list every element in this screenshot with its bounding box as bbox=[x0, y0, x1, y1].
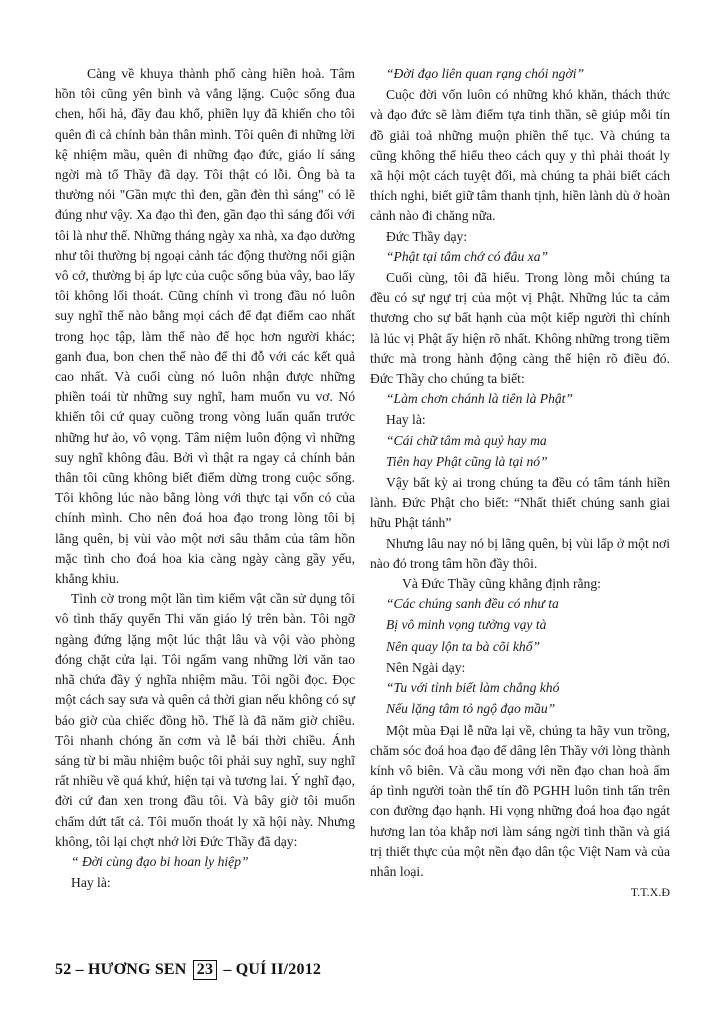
verse-line: Nên quay lộn ta bà cõi khổ” bbox=[386, 638, 541, 654]
left-text-column bbox=[55, 64, 355, 893]
paragraph: Hay là: bbox=[71, 875, 111, 891]
verse-line: Nếu lặng tâm tỏ ngộ đạo mầu” bbox=[386, 701, 556, 717]
right-text-column bbox=[370, 64, 670, 902]
footer-page-and-title: 52 – HƯƠNG SEN bbox=[55, 961, 187, 978]
verse-line: “Cái chữ tâm mà quỷ hay ma bbox=[386, 432, 547, 448]
paragraph: Vậy bất kỳ ai trong chúng ta đều có tâm tánh hiền lành. Đức Phật cho biết: “Nhất thiết chúng sanh giai hữu Phật tánh” bbox=[370, 475, 670, 531]
paragraph: Tình cờ trong một lần tìm kiếm vật cần sử dụng tôi vô tình thấy quyển Thi văn giáo lý trên bàn. Tôi ngỡ ngàng đứng lặng một lúc thật lâu và vội vào phòng đóng chặt cửa lại. Tôi ngẩm vang những lời văn tao nhã chứa đầy ý nghĩa nhiệm mầu. Tôi ngồi đọc. Đọc một cách say sưa và quên cả thời gian nếu không có sự báo giờ của chiếc đồng hồ. Thế là đã năm giờ chiều. Tôi nhanh chóng ăn cơm và lễ bái thời chiều. Ánh sáng từ bi mầu nhiệm buộc tôi phải suy nghĩ, suy nghĩ rất nhiều về quá khứ, hiện tại và tương lai. Ý nghĩ đạo, đời cứ đan xen trong đầu tôi. Và bây giờ tôi muốn chấm dứt tất cả. Tôi muốn thoát ly xã hội này. Nhưng không, tôi lại chợt nhớ lời Đức Thầy đã dạy: bbox=[55, 591, 355, 849]
verse-line: Bị vô minh vọng tưởng vạy tà bbox=[386, 617, 547, 633]
author-signature: T.T.X.Đ bbox=[630, 885, 670, 900]
paragraph: Cuộc đời vốn luôn có những khó khăn, thách thức và đạo đức sẽ làm điểm tựa tinh thần, sẽ giúp mỗi tín đồ giải toả những muộn phiền thế tục. Và chúng ta cũng không thể hiểu theo cách quy y thì phải thoát ly xã hội một cách tuyệt đối, mà chúng ta phải biết cách thích nghi, biết giữ tâm thanh tịnh, hiền lành dù ở hoàn cảnh nào đi chăng nữa. bbox=[370, 87, 670, 224]
paragraph: Một mùa Đại lễ nữa lại về, chúng ta hãy vun trồng, chăm sóc đoá hoa đạo để dâng lên Thầy với lòng thành kính vô biên. Và cầu mong với nền đạo chan hoà ấm áp tình người toàn thể tín đồ PGHH luôn tinh tấn trên con đường đạo hạnh. Hi vọng những đoá hoa đạo ngát hương lan tỏa khắp nơi làm sáng ngời tinh thần và giá trị thiết thực của một nền đạo dân tộc Việt Nam và của nhân loại. bbox=[370, 722, 670, 879]
paragraph: Càng về khuya thành phố càng hiền hoà. Tâm hồn tôi cũng yên bình và vắng lặng. Cuộc sống đua chen, hối hả, đầy đau khổ, phiền lụy đã khiến cho tôi quên đi cả chính bản thân mình. Tôi quên đi những lời kệ nhiệm mầu, quên đi những đạo đức, giáo lí sáng ngời mà tổ Thầy đã dạy. Tôi thật có lỗi. Ông bà ta thường nói "Gần mực thì đen, gần đèn thì sáng" có lẽ đúng như vậy. Xa đạo thì đen, gần đạo thì sáng đối với tôi là như thế. Những tháng ngày xa nhà, xa đạo dường như tôi thường bị ngoại cảnh tác động thường nổi giận vô cớ, thường bị áp lực của cuộc sống bủa vây, bao lấy tôi không lối thoát. Cũng chính vì trong đầu nó luôn suy nghĩ thế nào bằng mọi cách để đạt điểm cao nhất trong học tập, làm thế nào để học hơn người khác; ganh đua, bon chen thế nào để thi đỗ với các kết quả cao nhất. Và cuối cùng nó luôn nhận được những phiền toái từ những suy nghĩ, ham muốn vu vơ. Nó khiến tôi cứ quay cuồng trong vòng luẩn quẩn trước những hư ảo, vô vọng. Tâm niệm luôn động vì những suy nghĩ không đâu. Bởi vì thật ra ngay cả chính bản thân tôi cũng không biết điểm dừng trong cuộc sống. Tôi không lúc nào bằng lòng với thực tại vốn có của chính mình. Cho nên đoá hoa đạo trong lòng tôi bị lãng quên, bị vùi vào một nơi sâu thẳm của tâm hồn mặc tình cho đoá hoa kia càng ngày càng gầy yếu, khẳng khiu. bbox=[55, 66, 355, 587]
paragraph: Và Đức Thầy cũng khẳng định rằng: bbox=[402, 576, 601, 592]
verse-line: “Đời đạo liên quan rạng chói ngời” bbox=[386, 66, 585, 81]
verse-line: “Tu với tỉnh biết làm chẳng khó bbox=[386, 680, 560, 696]
paragraph: Nhưng lâu nay nó bị lãng quên, bị vùi lấp ở một nơi nào đó trong tâm hồn đầy thôi. bbox=[370, 535, 670, 571]
page-footer bbox=[55, 960, 321, 984]
verse-line: “ Đời cùng đạo bi hoan ly hiệp” bbox=[71, 853, 249, 869]
paragraph: Nên Ngài dạy: bbox=[386, 659, 466, 675]
footer-issue-period: – QUÍ II/2012 bbox=[223, 961, 322, 978]
paragraph: Hay là: bbox=[386, 412, 426, 428]
verse-line: Tiên hay Phật cũng là tại nó” bbox=[386, 453, 548, 469]
verse-line: “Phật tại tâm chớ có đâu xa” bbox=[386, 248, 549, 264]
footer-issue-number: 23 bbox=[193, 960, 217, 980]
paragraph: Cuối cùng, tôi đã hiểu. Trong lòng mỗi chúng ta đều có sự ngự trị của một vị Phật. Những lúc ta cảm thương cho sự bất hạnh của một kiếp người thì chính là lúc vị Phật ấy hiện rõ nhất. Không những trong tiềm thức mà trong hành động càng thể hiện rõ điều đó. Đức Thầy cho chúng ta biết: bbox=[370, 270, 670, 387]
paragraph: Đức Thầy dạy: bbox=[386, 228, 468, 244]
verse-line: “Làm chơn chánh là tiên là Phật” bbox=[386, 391, 573, 407]
verse-line: “Các chúng sanh đều có như ta bbox=[386, 596, 559, 612]
